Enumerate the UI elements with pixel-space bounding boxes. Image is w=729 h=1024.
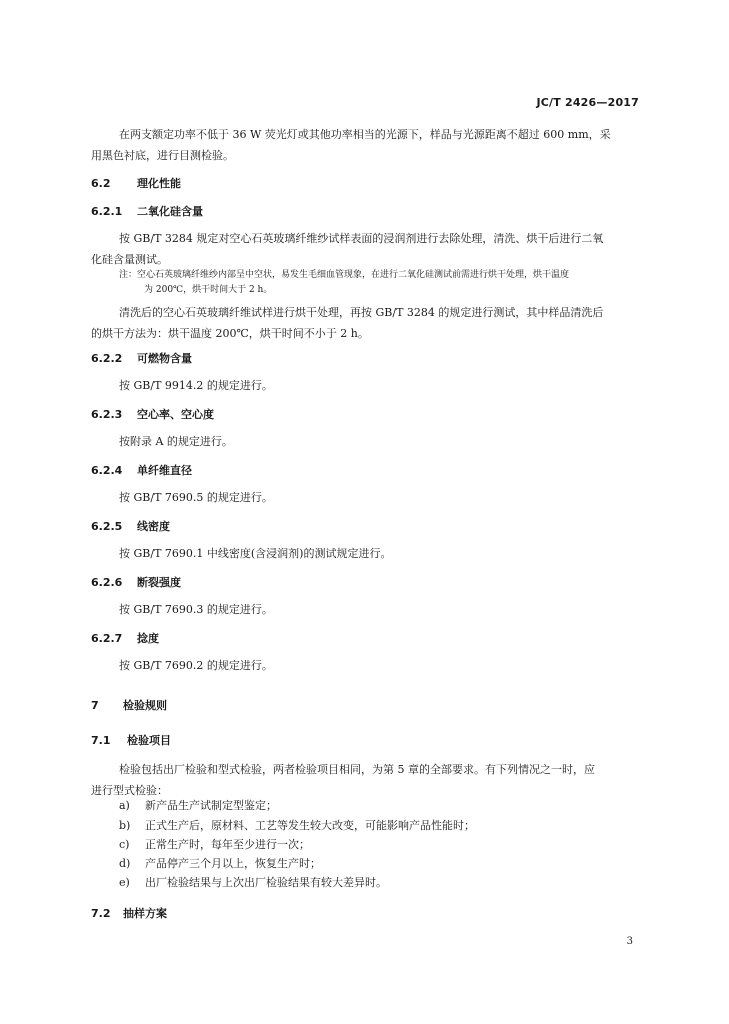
- silica-paragraph-2: [91, 302, 651, 344]
- silica-paragraph-1: [91, 228, 651, 270]
- heading-6-2-2: [91, 350, 192, 366]
- list-marker: d): [119, 857, 131, 870]
- heading-title: 检验规则: [123, 699, 167, 712]
- heading-7-2: [91, 905, 167, 921]
- twist-text: 按 GB/T 7690.2 的规定进行。: [119, 659, 273, 672]
- heading-number: 6.2: [91, 177, 111, 190]
- heading-title: 单纤维直径: [137, 464, 192, 477]
- hollowness-paragraph: [91, 431, 651, 452]
- heading-6-2-1: [91, 203, 203, 219]
- heading-number: 6.2.1: [91, 205, 123, 218]
- heading-number: 6.2.5: [91, 520, 123, 533]
- page-number: 3: [626, 936, 633, 947]
- heading-6-2-4: [91, 462, 192, 478]
- list-marker: a): [119, 799, 130, 812]
- heading-title: 可燃物含量: [137, 352, 192, 365]
- list-item: [119, 837, 310, 853]
- heading-title: 理化性能: [137, 177, 181, 190]
- breaking-strength-text: 按 GB/T 7690.3 的规定进行。: [119, 603, 273, 616]
- list-item: [119, 798, 277, 814]
- heading-title: 捻度: [137, 632, 159, 645]
- silica-p1-line-2: 化硅含量测试。: [91, 253, 168, 266]
- intro-line-1: 在两支额定功率不低于 36 W 荧光灯或其他功率相当的光源下，样品与光源距离不超过 600 mm，采: [119, 128, 611, 141]
- heading-6-2-6: [91, 574, 181, 590]
- heading-7: [91, 697, 167, 713]
- heading-title: 检验项目: [127, 734, 171, 747]
- heading-title: 线密度: [137, 520, 170, 533]
- silica-p2-line-1: 清洗后的空心石英玻璃纤维试样进行烘干处理，再按 GB/T 3284 的规定进行测试，其中样品清洗后: [119, 306, 604, 319]
- list-text: 产品停产三个月以上，恢复生产时；: [145, 857, 321, 870]
- heading-7-1: [91, 732, 171, 748]
- linear-density-text: 按 GB/T 7690.1 中线密度(含浸润剂)的测试规定进行。: [119, 547, 392, 560]
- heading-number: 6.2.6: [91, 576, 123, 589]
- heading-6-2-5: [91, 518, 170, 534]
- combustible-paragraph: [91, 375, 651, 396]
- standard-number-header: JC/T 2426—2017: [536, 96, 639, 109]
- list-text: 正式生产后，原材料、工艺等发生较大改变，可能影响产品性能时；: [145, 819, 475, 832]
- twist-paragraph: [91, 655, 651, 676]
- inspection-line-2: 进行型式检验：: [91, 784, 168, 797]
- silica-p2-line-2: 的烘干方法为：烘干温度 200℃，烘干时间不小于 2 h。: [91, 327, 369, 340]
- heading-title: 空心率、空心度: [137, 408, 214, 421]
- breaking-strength-paragraph: [91, 599, 651, 620]
- note-line-1: 注：空心石英玻璃纤维纱内部呈中空状，易发生毛细血管现象，在进行二氧化硅测试前需进行烘干处理，烘干温度: [119, 270, 570, 280]
- list-item: [119, 856, 321, 872]
- list-marker: e): [119, 876, 130, 889]
- list-text: 出厂检验结果与上次出厂检验结果有较大差异时。: [145, 876, 387, 889]
- combustible-text: 按 GB/T 9914.2 的规定进行。: [119, 379, 273, 392]
- note-line-2: 为 200℃，烘干时间大于 2 h。: [144, 285, 273, 295]
- silica-p1-line-1: 按 GB/T 3284 规定对空心石英玻璃纤维纱试样表面的浸润剂进行去除处理，清洗、烘干后进行二氧: [119, 232, 604, 245]
- hollowness-text: 按附录 A 的规定进行。: [119, 435, 233, 448]
- heading-6-2: [91, 175, 181, 191]
- linear-density-paragraph: [91, 543, 651, 564]
- inspection-paragraph: [91, 759, 651, 801]
- heading-6-2-3: [91, 406, 214, 422]
- intro-line-2: 用黑色衬底，进行目测检验。: [91, 149, 234, 162]
- list-item: [119, 875, 387, 891]
- list-marker: b): [119, 819, 131, 832]
- diameter-text: 按 GB/T 7690.5 的规定进行。: [119, 491, 273, 504]
- heading-6-2-7: [91, 630, 159, 646]
- heading-number: 6.2.4: [91, 464, 123, 477]
- list-marker: c): [119, 838, 130, 851]
- list-item: [119, 818, 475, 834]
- heading-title: 抽样方案: [123, 907, 167, 920]
- heading-number: 7: [91, 699, 99, 712]
- list-text: 正常生产时，每年至少进行一次；: [145, 838, 310, 851]
- silica-note: [119, 268, 649, 298]
- heading-number: 6.2.2: [91, 352, 123, 365]
- heading-title: 断裂强度: [137, 576, 181, 589]
- heading-number: 7.1: [91, 734, 111, 747]
- heading-number: 7.2: [91, 907, 111, 920]
- heading-number: 6.2.3: [91, 408, 123, 421]
- diameter-paragraph: [91, 487, 651, 508]
- list-text: 新产品生产试制定型鉴定；: [145, 799, 277, 812]
- intro-paragraph: [91, 124, 651, 166]
- heading-title: 二氧化硅含量: [137, 205, 203, 218]
- inspection-line-1: 检验包括出厂检验和型式检验，两者检验项目相同，为第 5 章的全部要求。有下列情况之一时，应: [119, 763, 595, 776]
- heading-number: 6.2.7: [91, 632, 123, 645]
